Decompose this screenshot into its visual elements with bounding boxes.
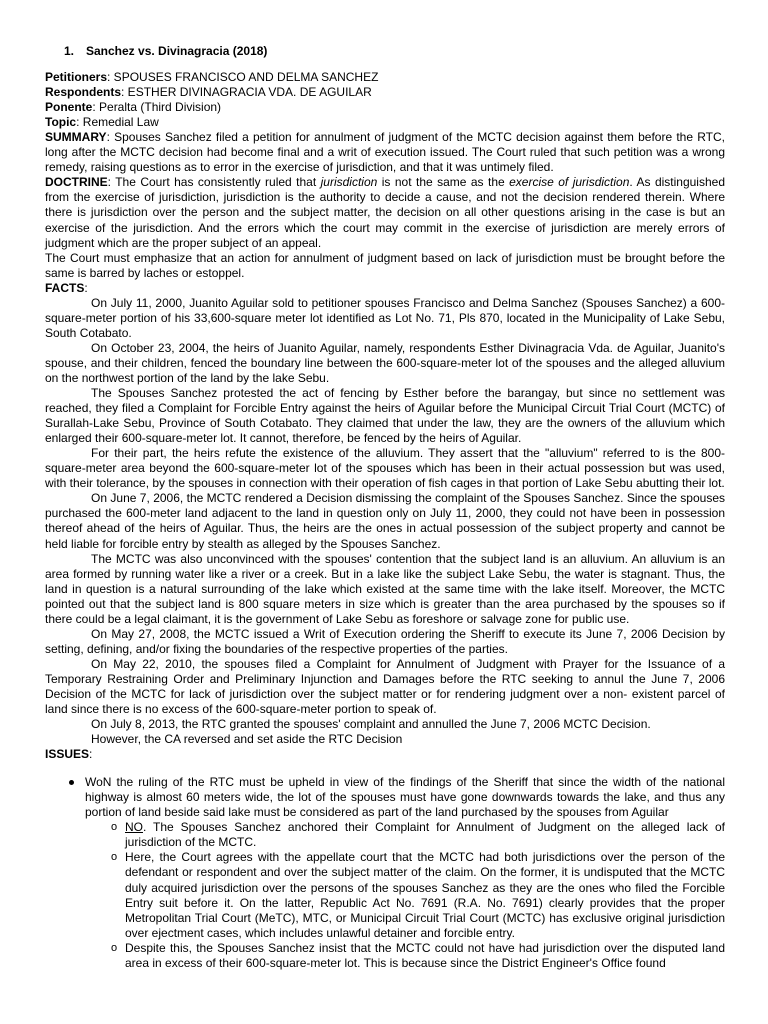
facts-paragraph: The MCTC was also unconvinced with the spouses' contention that the subject land is an alluvium. An alluvium is an area formed by running water like a river or a creek. But in a lake like the subject Lake Sebu, the water is stagnant. Thus, the land in question is a natural surrounding of the lake which existed at the same time with the lake itself. Moreover, the MCTC pointed out that the subject land is 800 square meters in size which is greater than the area purchased by the spouses so if there could be a legal claimant, it is the government of Lake Sebu as foreshore or salvage zone for public use. <box>45 551 725 626</box>
facts-paragraph: On May 27, 2008, the MCTC issued a Writ of Execution ordering the Sheriff to execute its June 7, 2006 Decision by setting, defining, and/or fixing the boundaries of the respective properties of the parties. <box>45 626 725 656</box>
facts-paragraph: The Spouses Sanchez protested the act of fencing by Esther before the barangay, but since no settlement was reached, they filed a Complaint for Forcible Entry against the heirs of Aguilar before the Municipal Circuit Trial Court (MCTC) of Surallah-Lake Sebu, Province of South Cotabato. They claimed that under the law, they are the owners of the alluvium which enlarged their 600-square-meter lot. It cannot, therefore, be fenced by the heirs of Aguilar. <box>45 386 725 446</box>
issues-list <box>45 775 725 971</box>
facts-heading: FACTS: <box>45 280 88 295</box>
answer-verdict: NO <box>125 820 143 835</box>
ponente-line: Ponente: Peralta (Third Division) <box>45 100 222 115</box>
case-heading <box>64 44 725 59</box>
case-title: Sanchez vs. Divinagracia (2018) <box>86 44 268 58</box>
answer-item: o Here, the Court agrees with the appellate court that the MCTC had both jurisdictions over the person of the defendant or respondent and over the subject matter of the claim. On the former, it is undisputed that the MCTC duly acquired jurisdiction over the persons of the spouses Sanchez as they are the ones who filed the Forcible Entry suit before it. On the latter, Republic Act No. 7691 (R.A. No. 7691) clearly provides that the proper Metropolitan Trial Court (MeTC), MTC, or Municipal Circuit Trial Court (MCTC) has exclusive original jurisdiction over ejectment cases, which includes unlawful detainer and forcible entry. <box>85 850 725 940</box>
petitioners-line: Petitioners: SPOUSES FRANCISCO AND DELMA SANCHEZ <box>45 70 379 85</box>
facts-body <box>45 296 725 747</box>
topic-line: Topic: Remedial Law <box>45 115 159 130</box>
issues-heading: ISSUES: <box>45 747 93 762</box>
document-page <box>45 44 725 971</box>
issue-item <box>45 775 725 971</box>
facts-paragraph: On July 11, 2000, Juanito Aguilar sold to petitioner spouses Francisco and Delma Sanchez (Spouses Sanchez) a 600-square-meter portion of his 33,600-square meter lot identified as Lot No. 71, Pls 870, located in the Municipality of Lake Sebu, South Cotabato. <box>45 295 725 340</box>
issue-question: WoN the ruling of the RTC must be upheld in view of the findings of the Sheriff that since the width of the national highway is almost 60 meters wide, the lot of the spouses must have gone downwards towards the lake, and thus any portion of land beside said lake must be considered as part of the land purchased by the spouses from Aguilar <box>85 775 725 820</box>
case-meta <box>45 70 725 130</box>
answer-item: o NO. The Spouses Sanchez anchored their Complaint for Annulment of Judgment on the alleged lack of jurisdiction of the MCTC. <box>85 820 725 850</box>
facts-paragraph: On July 8, 2013, the RTC granted the spouses' complaint and annulled the June 7, 2006 MCTC Decision. <box>91 717 651 732</box>
answer-item: o Despite this, the Spouses Sanchez insist that the MCTC could not have had jurisdiction over the disputed land area in excess of their 600-square-meter lot. This is because since the District Engineer's Office found <box>85 941 725 971</box>
respondents-line: Respondents: ESTHER DIVINAGRACIA VDA. DE AGUILAR <box>45 85 372 100</box>
case-number: 1. <box>64 44 75 58</box>
facts-paragraph: On October 23, 2004, the heirs of Juanito Aguilar, namely, respondents Esther Divinagracia Vda. de Aguilar, Juanito's spouse, and their children, fenced the boundary line between the 600-square-meter lot of the spouses and the alleged alluvium on the northwest portion of the land by the lake Sebu. <box>45 340 725 385</box>
facts-paragraph: On May 22, 2010, the spouses filed a Complaint for Annulment of Judgment with Prayer for the Issuance of a Temporary Restraining Order and Preliminary Injunction and Damages before the RTC seeking to annul the June 7, 2006 Decision of the MCTC for lack of jurisdiction over the subject matter or for rendering judgment over a non- existent parcel of land since there is no excess of the 600-square-meter portion to speak of. <box>45 656 725 717</box>
doctrine-second-paragraph: The Court must emphasize that an action for annulment of judgment based on lack of jurisdiction must be brought before the same is barred by laches or estoppel. <box>45 250 725 280</box>
facts-paragraph: On June 7, 2006, the MCTC rendered a Decision dismissing the complaint of the Spouses Sanchez. Since the spouses purchased the 600-meter land adjacent to the land in question only on July 11, 2000, they could not have been in possession thereof ahead of the heirs of Aguilar. Thus, the heirs are the ones in actual possession of the subject property and cannot be held liable for forcible entry by stealth as alleged by the Spouses Sanchez. <box>45 491 725 551</box>
summary-paragraph: SUMMARY: Spouses Sanchez filed a petition for annulment of judgment of the MCTC decision against them before the RTC, long after the MCTC decision had become final and a writ of execution issued. The Court ruled that such petition was a wrong remedy, raising questions as to error in the exercise of jurisdiction, and that it was untimely filed. <box>45 130 725 175</box>
issue-answers <box>85 820 725 970</box>
facts-paragraph: For their part, the heirs refute the existence of the alluvium. They assert that the "alluvium" referred to is the 800-square-meter area beyond the 600-square-meter lot of the spouses which has been in their actual possession but was used, with their tolerance, by the spouses in connection with their operation of fish cages in that portion of Lake Sebu abutting their lot. <box>45 446 725 491</box>
doctrine-paragraph: DOCTRINE: The Court has consistently ruled that jurisdiction is not the same as the exercise of jurisdiction. As distinguished from the exercise of jurisdiction, jurisdiction is the authority to decide a cause, and not the decision rendered therein. Where there is jurisdiction over the person and the subject matter, the decision on all other questions arising in the case is but an exercise of the jurisdiction. And the errors which the court may commit in the exercise of jurisdiction are merely errors of judgment which are the proper subject of an appeal. <box>45 175 725 250</box>
facts-paragraph: However, the CA reversed and set aside the RTC Decision <box>91 732 403 747</box>
